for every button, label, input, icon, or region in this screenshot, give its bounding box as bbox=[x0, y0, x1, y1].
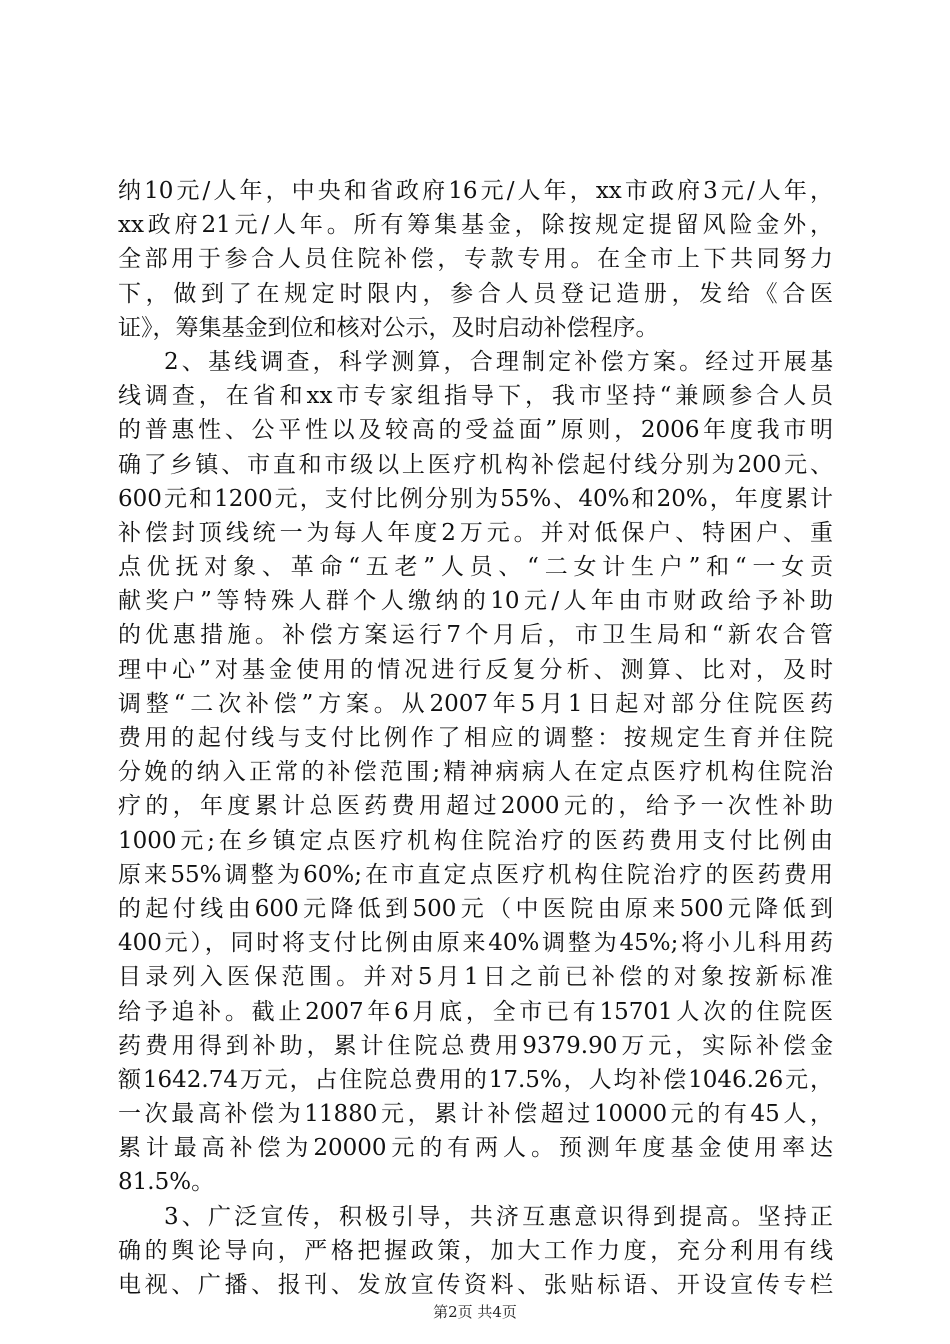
text-line: 的普惠性、公平性以及较高的受益面”原则，2006年度我市明 bbox=[118, 417, 833, 444]
page-number-footer: 第2页 共4页 bbox=[433, 1303, 517, 1321]
text-line: 目录列入医保范围。并对5月1日之前已补偿的对象按新标准 bbox=[118, 964, 833, 991]
text-line: 全部用于参合人员住院补偿，专款专用。在全市上下共同努力 bbox=[118, 246, 833, 273]
text-line: 的优惠措施。补偿方案运行7个月后，市卫生局和“新农合管 bbox=[118, 622, 833, 649]
text-line: 600元和1200元，支付比例分别为55%、40%和20%，年度累计 bbox=[118, 485, 833, 512]
text-line: xx政府21元/人年。所有筹集基金，除按规定提留风险金外， bbox=[118, 212, 833, 239]
text-line: 疗的，年度累计总医药费用超过2000元的，给予一次性补助 bbox=[118, 793, 833, 820]
document-body bbox=[118, 174, 833, 1302]
text-line: 1000元;在乡镇定点医疗机构住院治疗的医药费用支付比例由 bbox=[118, 827, 833, 854]
paragraph-start-line: 3、广泛宣传，积极引导，共济互惠意识得到提高。坚持正 bbox=[164, 1203, 833, 1230]
text-line: 的起付线由600元降低到500元（中医院由原来500元降低到 bbox=[118, 895, 833, 922]
text-line: 调整“二次补偿”方案。从2007年5月1日起对部分住院医药 bbox=[118, 690, 833, 717]
text-line: 纳10元/人年，中央和省政府16元/人年，xx市政府3元/人年， bbox=[118, 178, 833, 204]
text-line: 证》，筹集基金到位和核对公示，及时启动补偿程序。 bbox=[118, 314, 659, 341]
text-line: 给予追补。截止2007年6月底，全市已有15701人次的住院医 bbox=[118, 998, 833, 1025]
text-line: 线调查，在省和xx市专家组指导下，我市坚持“兼顾参合人员 bbox=[118, 383, 833, 410]
text-line: 下，做到了在规定时限内，参合人员登记造册，发给《合医 bbox=[118, 280, 833, 307]
text-line: 81.5%。 bbox=[118, 1169, 215, 1196]
text-line: 点优抚对象、革命“五老”人员、“二女计生户”和“一女贡 bbox=[118, 554, 833, 581]
text-line: 额1642.74万元，占住院总费用的17.5%，人均补偿1046.26元， bbox=[118, 1066, 833, 1093]
text-line: 确了乡镇、市直和市级以上医疗机构补偿起付线分别为200元、 bbox=[118, 451, 833, 478]
text-line: 原来55%调整为60%;在市直定点医疗机构住院治疗的医药费用 bbox=[118, 861, 833, 888]
text-line: 理中心”对基金使用的情况进行反复分析、测算、比对，及时 bbox=[118, 656, 833, 683]
text-line: 药费用得到补助，累计住院总费用9379.90万元，实际补偿金 bbox=[118, 1032, 833, 1059]
paragraph-start-line: 2、基线调查，科学测算，合理制定补偿方案。经过开展基 bbox=[164, 348, 833, 375]
text-line: 一次最高补偿为11880元，累计补偿超过10000元的有45人， bbox=[118, 1101, 833, 1128]
text-line: 补偿封顶线统一为每人年度2万元。并对低保户、特困户、重 bbox=[118, 519, 833, 546]
text-line: 献奖户”等特殊人群个人缴纳的10元/人年由市财政给予补助 bbox=[118, 588, 833, 615]
text-line: 电视、广播、报刊、发放宣传资料、张贴标语、开设宣传专栏 bbox=[118, 1272, 833, 1298]
text-line: 分娩的纳入正常的补偿范围;精神病病人在定点医疗机构住院治 bbox=[118, 759, 833, 786]
text-line: 确的舆论导向，严格把握政策，加大工作力度，充分利用有线 bbox=[118, 1237, 833, 1264]
text-line: 费用的起付线与支付比例作了相应的调整：按规定生育并住院 bbox=[118, 725, 833, 751]
text-line: 累计最高补偿为20000元的有两人。预测年度基金使用率达 bbox=[118, 1135, 833, 1162]
text-line: 400元），同时将支付比例由原来40%调整为45%;将小儿科用药 bbox=[118, 930, 833, 957]
